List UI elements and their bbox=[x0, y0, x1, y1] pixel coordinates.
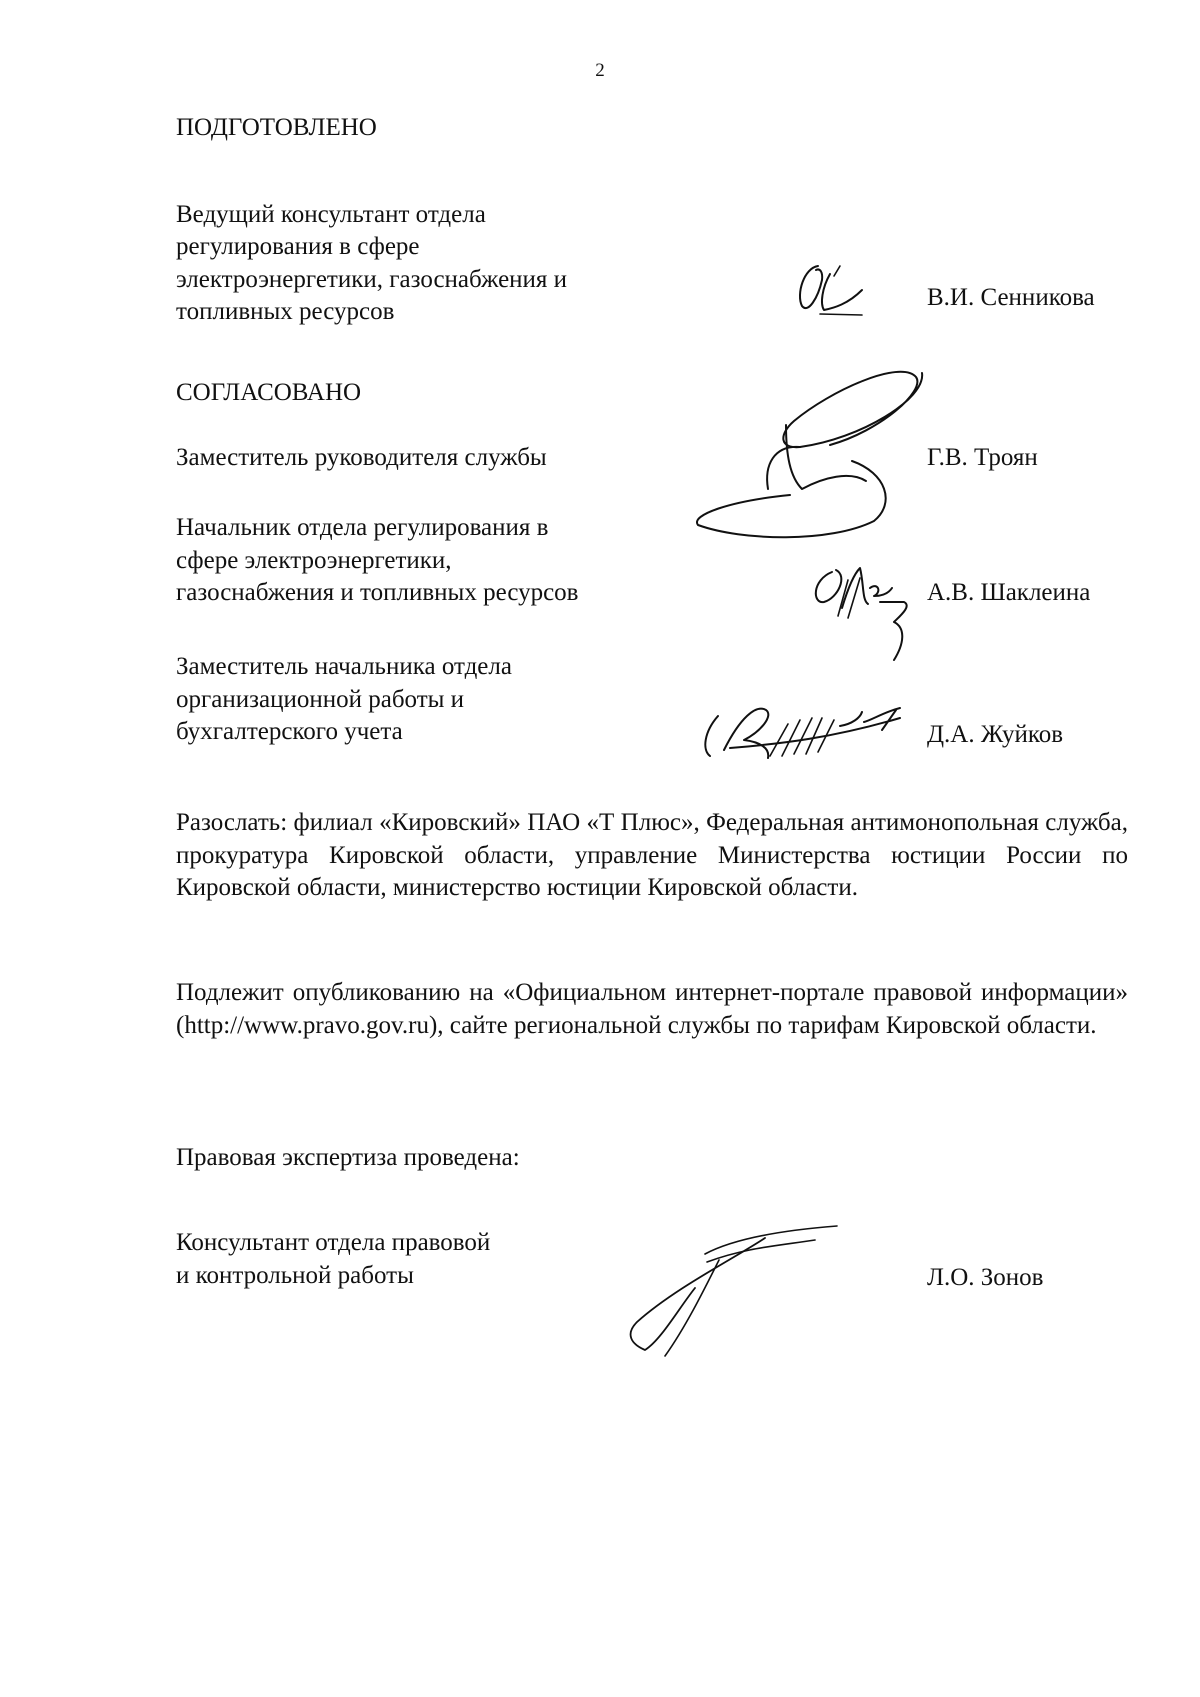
prepared-position-line: электроэнергетики, газоснабжения и bbox=[176, 266, 568, 293]
signature-troyan bbox=[690, 365, 930, 555]
signer-position-line: Заместитель начальника отдела bbox=[176, 653, 512, 680]
signer-name-senikova: В.И. Сенникова bbox=[927, 284, 1095, 311]
signer-position-line: Заместитель руководителя службы bbox=[176, 444, 547, 471]
prepared-position-line: Ведущий консультант отдела bbox=[176, 201, 486, 228]
signature-zhuikov bbox=[700, 698, 910, 768]
agreed-heading: СОГЛАСОВАНО bbox=[176, 379, 362, 406]
prepared-position-line: топливных ресурсов bbox=[176, 298, 395, 325]
signer-position-line: организационной работы и bbox=[176, 686, 465, 713]
legal-review-heading: Правовая экспертиза проведена: bbox=[176, 1144, 520, 1171]
signer-name-zonov: Л.О. Зонов bbox=[927, 1264, 1044, 1291]
prepared-position-line: регулирования в сфере bbox=[176, 233, 420, 260]
publication-paragraph: Подлежит опубликованию на «Официальном интернет-портале правовой информации» (http://www.pravo.gov.ru), сайте региональной службы по тарифам Кировской области. bbox=[176, 979, 1128, 1039]
signer-position-line: бухгалтерского учета bbox=[176, 718, 403, 745]
signature-zonov bbox=[615, 1218, 850, 1358]
signer-position-line: сфере электроэнергетики, bbox=[176, 547, 452, 574]
page-number: 2 bbox=[595, 60, 605, 81]
signer-position-line: газоснабжения и топливных ресурсов bbox=[176, 579, 579, 606]
legal-review-position-line: Консультант отдела правовой bbox=[176, 1229, 491, 1256]
prepared-heading: ПОДГОТОВЛЕНО bbox=[176, 114, 377, 141]
signer-position-line: Начальник отдела регулирования в bbox=[176, 514, 549, 541]
signature-senikova bbox=[790, 258, 870, 320]
legal-review-position-line: и контрольной работы bbox=[176, 1262, 414, 1289]
distribution-paragraph: Разослать: филиал «Кировский» ПАО «Т Плюс», Федеральная антимонопольная служба, прокуратура Кировской области, управление Министерства юстиции России по Кировской области, министерство юстиции Кировской области. bbox=[176, 809, 1128, 901]
signer-name-troyan: Г.В. Троян bbox=[927, 444, 1038, 471]
signer-name-zhuikov: Д.А. Жуйков bbox=[927, 721, 1064, 748]
signer-name-shakleina: А.В. Шаклеина bbox=[927, 579, 1091, 606]
signature-shakleina bbox=[808, 560, 928, 670]
